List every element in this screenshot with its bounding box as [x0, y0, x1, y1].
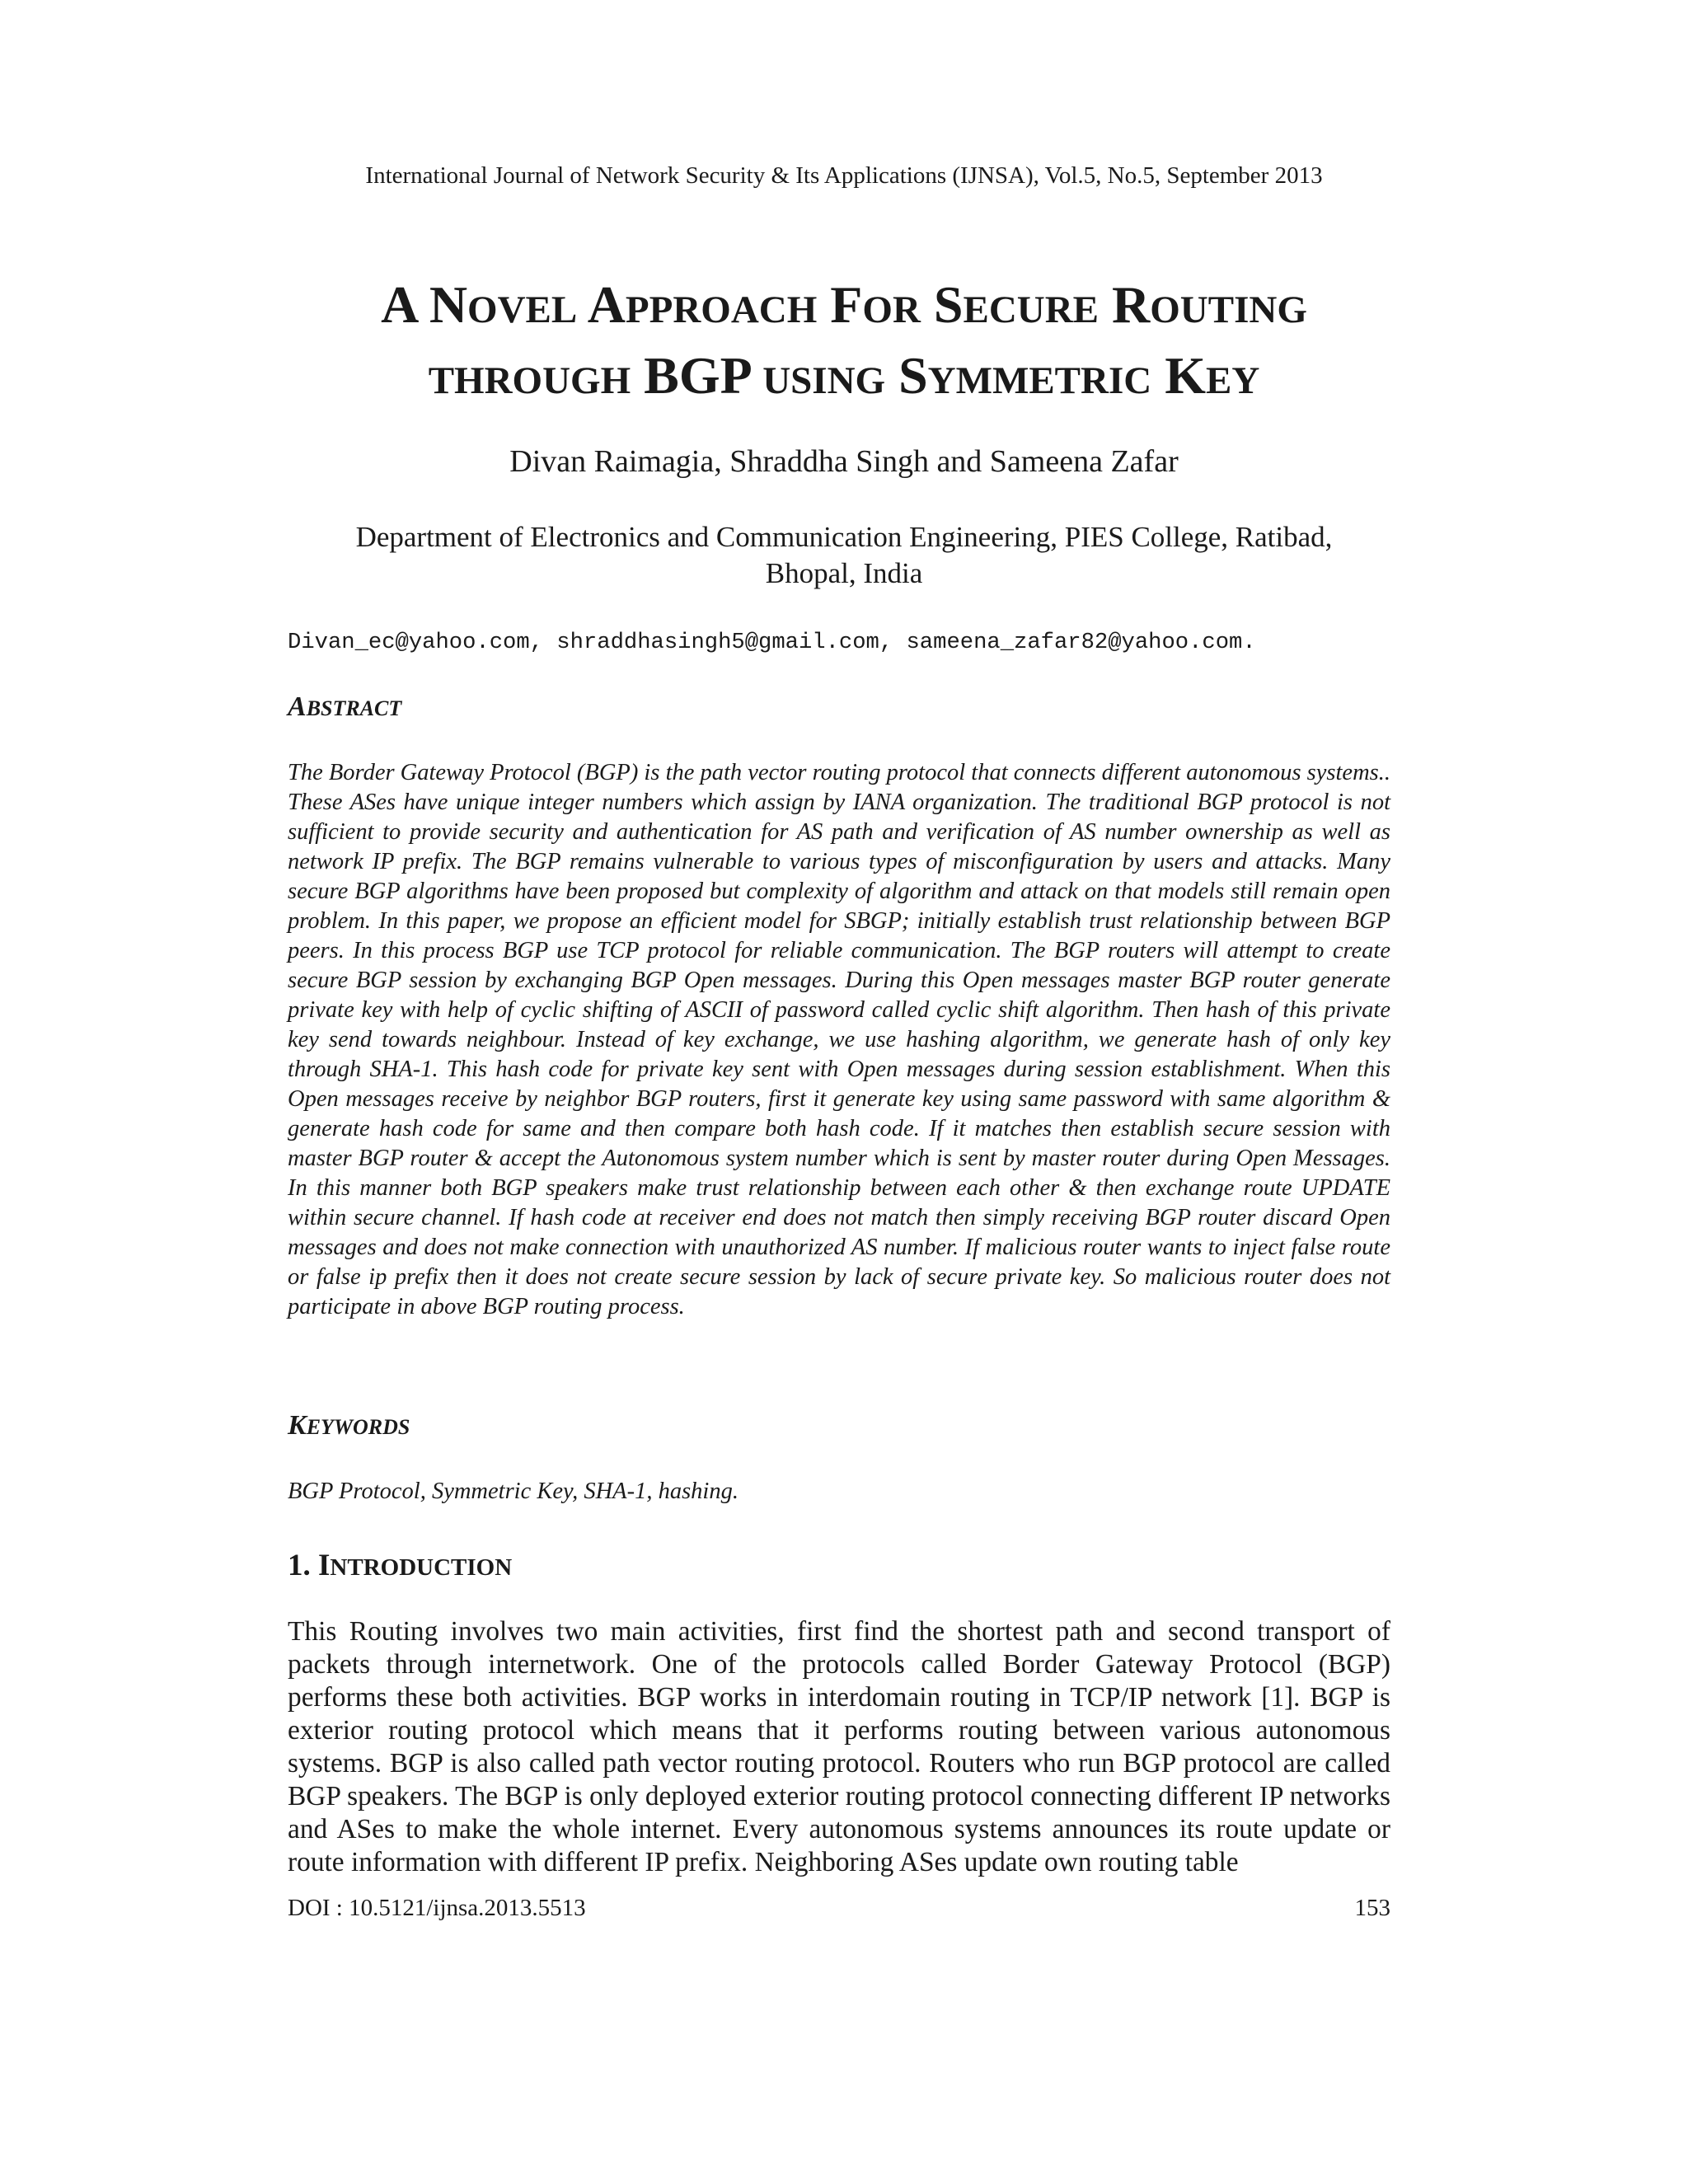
- title-word: NOVEL: [429, 275, 578, 334]
- affiliation-line: Department of Electronics and Communication Engineering, PIES College, Ratibad,: [355, 521, 1333, 553]
- author-emails: Divan_ec@yahoo.com, shraddhasingh5@gmail.com, sameena_zafar82@yahoo.com.: [288, 630, 1256, 655]
- title-word: SECURE: [933, 275, 1100, 334]
- page-number: 153: [1354, 1895, 1390, 1921]
- title-word: USING: [762, 359, 886, 402]
- introduction-heading: 1. INTRODUCTION: [288, 1549, 513, 1582]
- title-word: ROUTING: [1112, 275, 1307, 334]
- affiliation: [267, 519, 1421, 592]
- title-word: KEY: [1165, 346, 1260, 405]
- abstract-heading: ABSTRACT: [288, 691, 402, 722]
- author-list: Divan Raimagia, Shraddha Singh and Sameena Zafar: [509, 444, 1179, 479]
- title-word: THROUGH: [428, 359, 631, 402]
- keywords-heading: KEYWORDS: [288, 1410, 410, 1441]
- introduction-text: This Routing involves two main activities, first find the shortest path and second transport of packets through internetwork. One of the protocols called Border Gateway Protocol (BGP) performs these both activities. BGP works in interdomain routing in TCP/IP network [1]. BGP is exterior routing protocol which means that it performs routing between various autonomous systems. BGP is also called path vector routing protocol. Routers who run BGP protocol are called BGP speakers. The BGP is only deployed exterior routing protocol connecting different IP networks and ASes to make the whole internet. Every autonomous systems announces its route update or route information with different IP prefix. Neighboring ASes update own routing table: [288, 1616, 1390, 1877]
- title-line-2: [185, 343, 1503, 414]
- footer-doi: DOI : 10.5121/ijnsa.2013.5513: [288, 1895, 586, 1921]
- paper-title: [185, 272, 1503, 414]
- affiliation-line: Bhopal, India: [765, 557, 923, 589]
- abstract-text: The Border Gateway Protocol (BGP) is the path vector routing protocol that connects different autonomous systems.. These ASes have unique integer numbers which assign by IANA organization. The traditional BGP protocol is not sufficient to provide security and authentication for AS path and verification of AS number ownership as well as network IP prefix. The BGP remains vulnerable to various types of misconfiguration by users and attacks. Many secure BGP algorithms have been proposed but complexity of algorithm and attack on that models still remain open problem. In this paper, we propose an efficient model for SBGP; initially establish trust relationship between BGP peers. In this process BGP use TCP protocol for reliable communication. The BGP routers will attempt to create secure BGP session by exchanging BGP Open messages. During this Open messages master BGP router generate private key with help of cyclic shifting of ASCII of password called cyclic shift algorithm. Then hash of this private key send towards neighbour. Instead of key exchange, we use hashing algorithm, we generate hash of only key through SHA-1. This hash code for private key sent with Open messages during session establishment. When this Open messages receive by neighbor BGP routers, first it generate key using same password with same algorithm & generate hash code for same and then compare both hash code. If it matches then establish secure session with master BGP router & accept the Autonomous system number which is sent by master router during Open Messages. In this manner both BGP speakers make trust relationship between each other & then exchange route UPDATE within secure channel. If hash code at receiver end does not match then simply receiving BGP router discard Open messages and does not make connection with unauthorized AS number. If malicious router wants to inject false route or false ip prefix then it does not create secure session by lack of secure private key. So malicious router does not participate in above BGP routing process.: [288, 760, 1390, 1319]
- running-header: International Journal of Network Security & Its Applications (IJNSA), Vol.5, No.5, September 2013: [365, 162, 1323, 189]
- keywords-text: BGP Protocol, Symmetric Key, SHA-1, hashing.: [288, 1479, 738, 1504]
- title-word: BGP: [644, 346, 750, 405]
- title-word: A: [381, 275, 416, 334]
- title-word: APPROACH: [587, 275, 818, 334]
- title-line-1: [185, 272, 1503, 343]
- title-word: SYMMETRIC: [898, 346, 1152, 405]
- title-word: FOR: [830, 275, 921, 334]
